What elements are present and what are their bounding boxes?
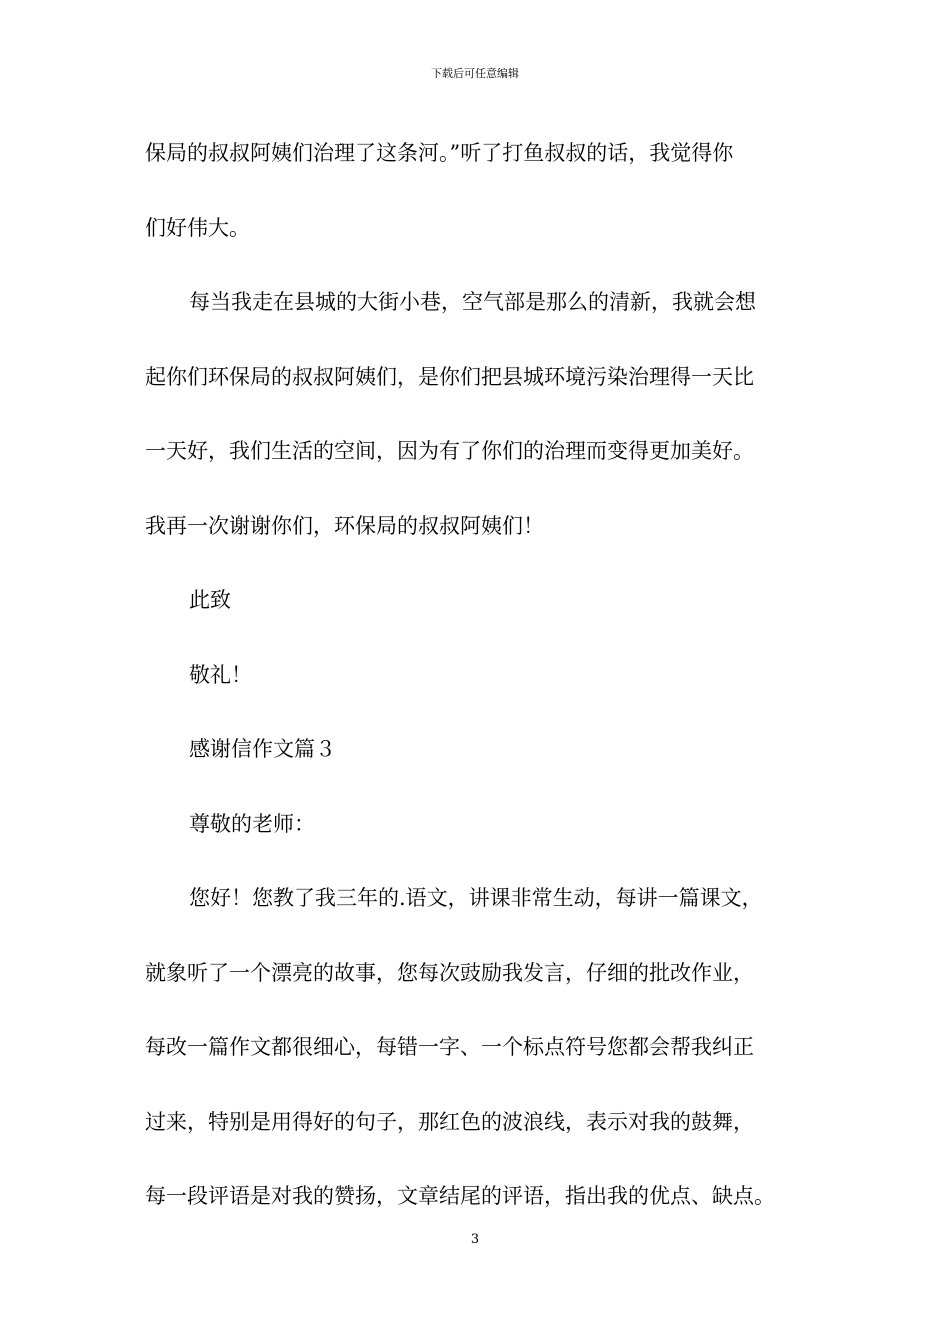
paragraph-line: 一天好，我们生活的空间，因为有了你们的治理而变得更加美好。 xyxy=(145,439,754,463)
paragraph-line: 每改一篇作文都很细心，每错一字、一个标点符号您都会帮我纠正 xyxy=(145,1035,754,1059)
paragraph-line: 每当我走在县城的大街小巷，空气部是那么的清新，我就会想 xyxy=(189,290,756,314)
page-header-note: 下载后可任意编辑 xyxy=(431,67,519,80)
paragraph-line: 起你们环保局的叔叔阿姨们，是你们把县城环境污染治理得一天比 xyxy=(145,365,754,389)
paragraph-line: 就象听了一个漂亮的故事，您每次豉励我发言，仔细的批改作业， xyxy=(145,961,754,985)
paragraph-line: 过来，特别是用得好的句子，那红色的波浪线，表示对我的鼓舞， xyxy=(145,1110,754,1134)
section-heading: 感谢信作文篇３ xyxy=(189,737,336,761)
paragraph-line: 们好伟大。 xyxy=(145,216,250,240)
salutation: 尊敬的老师： xyxy=(189,812,315,836)
paragraph-line: 每一段评语是对我的赞扬，文章结尾的评语，指出我的优点、缺点。 xyxy=(145,1184,775,1208)
paragraph-line: 您好！您教了我三年的.语文，讲课非常生动，每讲一篇课文， xyxy=(189,886,763,910)
paragraph-line: 保局的叔叔阿姨们治理了这条河。”听了打鱼叔叔的话，我觉得你 xyxy=(145,141,734,165)
closing-line: 此致 xyxy=(189,588,231,612)
closing-salute: 敬礼！ xyxy=(189,663,252,687)
page-number: 3 xyxy=(470,1232,480,1247)
paragraph-line: 我再一次谢谢你们，环保局的叔叔阿姨们！ xyxy=(145,514,544,538)
